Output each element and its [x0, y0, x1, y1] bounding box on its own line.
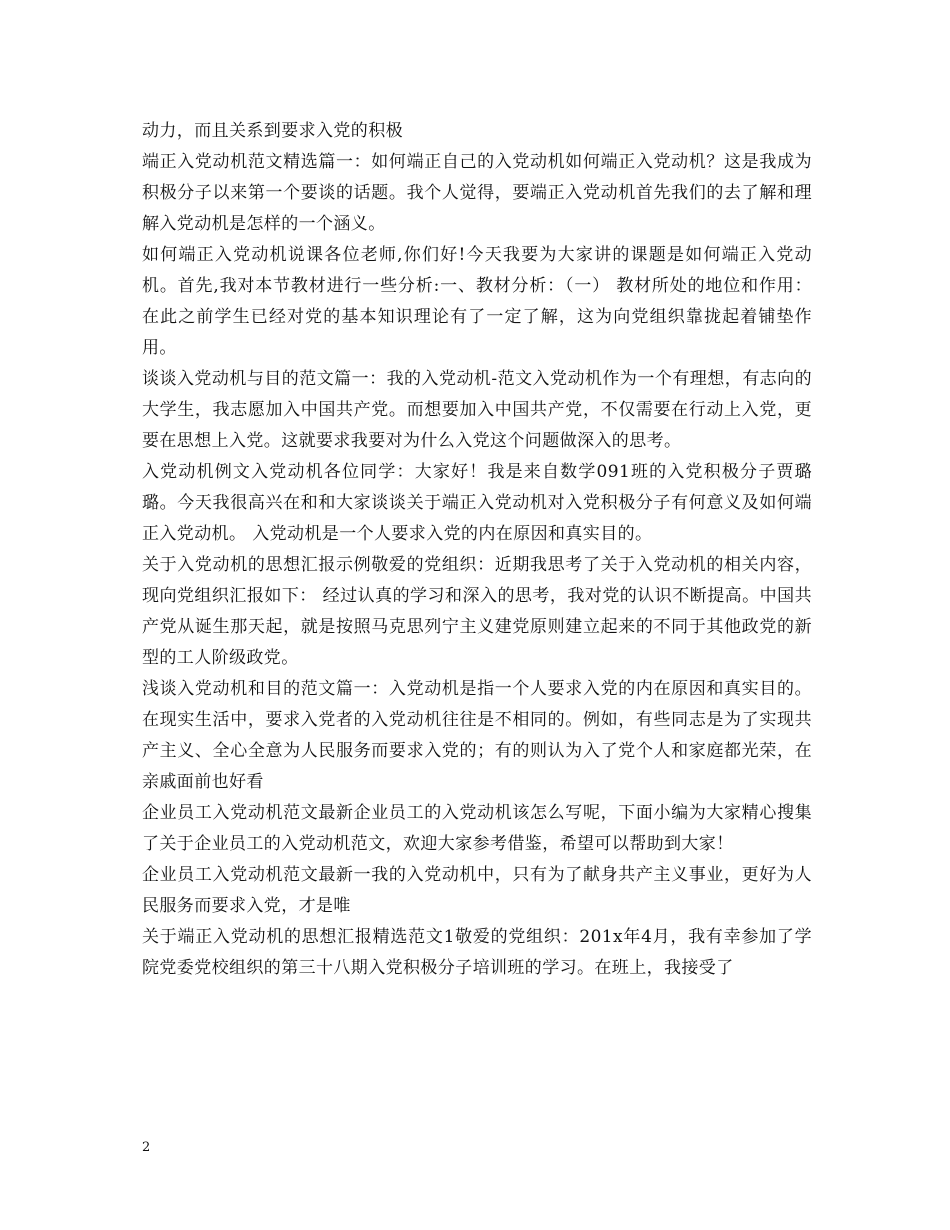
paragraph: 浅谈入党动机和目的范文篇一：入党动机是指一个人要求入党的内在原因和真实目的。在现实生活中，要求入党者的入党动机往往是不相同的。例如，有些同志是为了实现共产主义、全心全意为人民服务而要求入党的；有的则认为入了党个人和家庭都光荣，在亲戚面前也好看 — [142, 679, 812, 792]
paragraph: 关于端正入党动机的思想汇报精选范文1敬爱的党组织：201x年4月，我有幸参加了学院党委党校组织的第三十八期入党积极分子培训班的学习。在班上，我接受了 — [142, 927, 812, 978]
paragraph: 关于入党动机的思想汇报示例敬爱的党组织：近期我思考了关于入党动机的相关内容，现向党组织汇报如下： 经过认真的学习和深入的思考，我对党的认识不断提高。中国共产党从诞生那天起，就是按照马克思列宁主义建党原则建立起来的不同于其他政党的新型的工人阶级政党。 — [142, 555, 812, 668]
document-body — [142, 116, 812, 984]
paragraph: 企业员工入党动机范文最新企业员工的入党动机该怎么写呢，下面小编为大家精心搜集了关于企业员工的入党动机范文，欢迎大家参考借鉴，希望可以帮助到大家！ — [142, 803, 812, 854]
paragraph: 谈谈入党动机与目的范文篇一：我的入党动机-范文入党动机作为一个有理想，有志向的大学生，我志愿加入中国共产党。而想要加入中国共产党，不仅需要在行动上入党，更要在思想上入党。这就要求我要对为什么入党这个问题做深入的思考。 — [142, 369, 812, 451]
paragraph: 端正入党动机范文精选篇一：如何端正自己的入党动机如何端正入党动机？这是我成为积极分子以来第一个要谈的话题。我个人觉得，要端正入党动机首先我们的去了解和理解入党动机是怎样的一个涵义。 — [142, 152, 812, 234]
paragraph: 企业员工入党动机范文最新一我的入党动机中，只有为了献身共产主义事业，更好为人民服务而要求入党，才是唯 — [142, 865, 812, 916]
page-number: 2 — [142, 1140, 151, 1155]
paragraph: 如何端正入党动机说课各位老师,你们好!今天我要为大家讲的课题是如何端正入党动机。首先,我对本节教材进行一些分析:一、教材分析：（一） 教材所处的地位和作用：在此之前学生已经对党的基本知识理论有了一定了解，这为向党组织靠拢起着铺垫作用。 — [142, 245, 812, 358]
paragraph: 入党动机例文入党动机各位同学：大家好！我是来自数学091班的入党积极分子贾璐璐。今天我很高兴在和和大家谈谈关于端正入党动机对入党积极分子有何意义及如何端正入党动机。 入党动机是一个人要求入党的内在原因和真实目的。 — [142, 462, 812, 544]
paragraph: 动力，而且关系到要求入党的积极 — [142, 121, 403, 141]
